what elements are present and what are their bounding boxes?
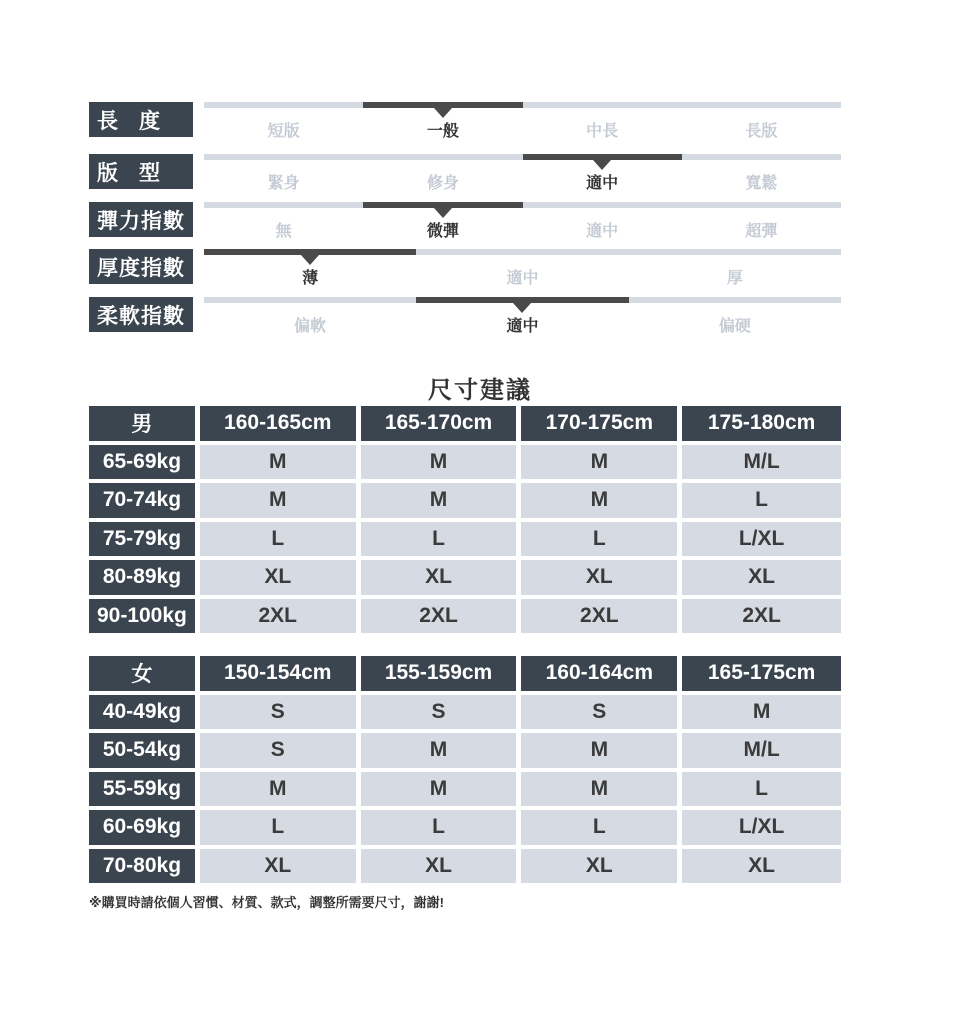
- table-row: [89, 772, 841, 807]
- table-row: [89, 695, 841, 730]
- size-cell: L: [200, 522, 356, 557]
- size-cell: M: [361, 445, 517, 480]
- size-cell: S: [200, 695, 356, 730]
- scale-option: 寬鬆: [745, 175, 778, 192]
- size-cell: XL: [200, 560, 356, 595]
- size-cell: L: [361, 522, 517, 557]
- weight-cell: 65-69kg: [89, 445, 195, 480]
- table-row: [89, 522, 841, 557]
- table-row: [89, 733, 841, 768]
- size-cell: M: [361, 733, 517, 768]
- size-cell: M: [521, 772, 677, 807]
- attribute-scale: [204, 154, 841, 192]
- selected-indicator: [363, 102, 522, 108]
- height-header-cell: 175-180cm: [682, 406, 841, 441]
- attribute-label-text: 厚度指數: [97, 256, 185, 280]
- height-header-cell: 155-159cm: [361, 656, 517, 691]
- scale-option: 厚: [726, 270, 743, 287]
- gender-header-cell: 女: [89, 656, 195, 691]
- scale-option: 適中: [506, 270, 539, 287]
- selected-indicator: [416, 297, 628, 303]
- selected-indicator: [523, 154, 682, 160]
- attribute-fit: [89, 154, 841, 192]
- size-cell: L/XL: [682, 522, 841, 557]
- weight-cell: 80-89kg: [89, 560, 195, 595]
- attribute-length: [89, 102, 841, 140]
- scale-option: 偏硬: [718, 318, 751, 335]
- size-cell: L: [682, 483, 841, 518]
- size-cell: XL: [521, 849, 677, 884]
- attribute-softness: [89, 297, 841, 335]
- size-guide-title: 尺寸建議: [428, 377, 532, 404]
- table-header-row: [89, 406, 841, 441]
- size-cell: XL: [682, 560, 841, 595]
- scale-option: 無: [275, 223, 292, 240]
- height-header-cell: 165-175cm: [682, 656, 841, 691]
- size-cell: L: [521, 522, 677, 557]
- size-cell: M: [521, 445, 677, 480]
- size-cell: M/L: [682, 733, 841, 768]
- attribute-label-text: 彈力指數: [97, 209, 185, 233]
- size-cell: XL: [521, 560, 677, 595]
- indicator-notch: [593, 160, 611, 170]
- size-cell: S: [200, 733, 356, 768]
- size-cell: M: [682, 695, 841, 730]
- size-cell: M: [521, 483, 677, 518]
- size-cell: M: [361, 483, 517, 518]
- scale-option: 一般: [426, 123, 459, 140]
- height-header-cell: 160-164cm: [521, 656, 677, 691]
- women-size-table: [89, 656, 841, 887]
- table-row: [89, 849, 841, 884]
- scale-option: 微彈: [426, 223, 459, 240]
- attribute-scale: [204, 202, 841, 240]
- table-row: [89, 483, 841, 518]
- size-cell: XL: [361, 849, 517, 884]
- footnote: ※購買時請依個人習慣、材質、款式，調整所需要尺寸，謝謝!: [89, 895, 444, 910]
- attribute-label: [89, 154, 193, 189]
- attribute-scale: [204, 297, 841, 335]
- weight-cell: 50-54kg: [89, 733, 195, 768]
- size-cell: L/XL: [682, 810, 841, 845]
- size-cell: M: [200, 483, 356, 518]
- attribute-label: [89, 249, 193, 284]
- attribute-label-text: 版 型: [97, 161, 160, 185]
- indicator-notch: [513, 303, 531, 313]
- scale-track: [204, 202, 841, 208]
- weight-cell: 55-59kg: [89, 772, 195, 807]
- height-header-cell: 165-170cm: [361, 406, 517, 441]
- size-cell: L: [521, 810, 677, 845]
- size-cell: L: [200, 810, 356, 845]
- indicator-notch: [434, 108, 452, 118]
- height-header-cell: 160-165cm: [200, 406, 356, 441]
- attribute-scale: [204, 102, 841, 140]
- size-cell: S: [521, 695, 677, 730]
- size-cell: XL: [200, 849, 356, 884]
- size-cell: 2XL: [521, 599, 677, 634]
- scale-option: 超彈: [745, 223, 778, 240]
- attribute-elasticity: [89, 202, 841, 240]
- table-row: [89, 599, 841, 634]
- size-cell: L: [682, 772, 841, 807]
- men-size-table: [89, 406, 841, 637]
- height-header-cell: 150-154cm: [200, 656, 356, 691]
- scale-option: 適中: [586, 175, 619, 192]
- size-cell: M: [200, 445, 356, 480]
- table-row: [89, 810, 841, 845]
- size-cell: M: [200, 772, 356, 807]
- selected-indicator: [204, 249, 416, 255]
- weight-cell: 70-80kg: [89, 849, 195, 884]
- attribute-label-text: 長 度: [97, 109, 160, 133]
- scale-option: 薄: [302, 270, 319, 287]
- weight-cell: 90-100kg: [89, 599, 195, 634]
- table-row: [89, 445, 841, 480]
- attribute-label: [89, 297, 193, 332]
- scale-option: 短版: [267, 123, 300, 140]
- selected-indicator: [363, 202, 522, 208]
- weight-cell: 40-49kg: [89, 695, 195, 730]
- scale-option: 適中: [506, 318, 539, 335]
- attribute-label-text: 柔軟指數: [97, 304, 185, 328]
- attribute-label: [89, 102, 193, 137]
- scale-option: 適中: [586, 223, 619, 240]
- attribute-label: [89, 202, 193, 237]
- scale-option: 修身: [426, 175, 459, 192]
- scale-option: 緊身: [267, 175, 300, 192]
- attribute-scale: [204, 249, 841, 287]
- size-cell: M: [361, 772, 517, 807]
- size-cell: 2XL: [200, 599, 356, 634]
- weight-cell: 60-69kg: [89, 810, 195, 845]
- size-cell: S: [361, 695, 517, 730]
- scale-track: [204, 102, 841, 108]
- scale-option: 中長: [586, 123, 619, 140]
- size-cell: 2XL: [361, 599, 517, 634]
- size-cell: M: [521, 733, 677, 768]
- size-cell: XL: [682, 849, 841, 884]
- size-cell: M/L: [682, 445, 841, 480]
- scale-option: 長版: [745, 123, 778, 140]
- weight-cell: 75-79kg: [89, 522, 195, 557]
- attribute-thickness: [89, 249, 841, 287]
- size-cell: 2XL: [682, 599, 841, 634]
- gender-header-cell: 男: [89, 406, 195, 441]
- size-cell: XL: [361, 560, 517, 595]
- table-row: [89, 560, 841, 595]
- indicator-notch: [301, 255, 319, 265]
- indicator-notch: [434, 208, 452, 218]
- size-cell: L: [361, 810, 517, 845]
- height-header-cell: 170-175cm: [521, 406, 677, 441]
- scale-option: 偏軟: [294, 318, 327, 335]
- weight-cell: 70-74kg: [89, 483, 195, 518]
- table-header-row: [89, 656, 841, 691]
